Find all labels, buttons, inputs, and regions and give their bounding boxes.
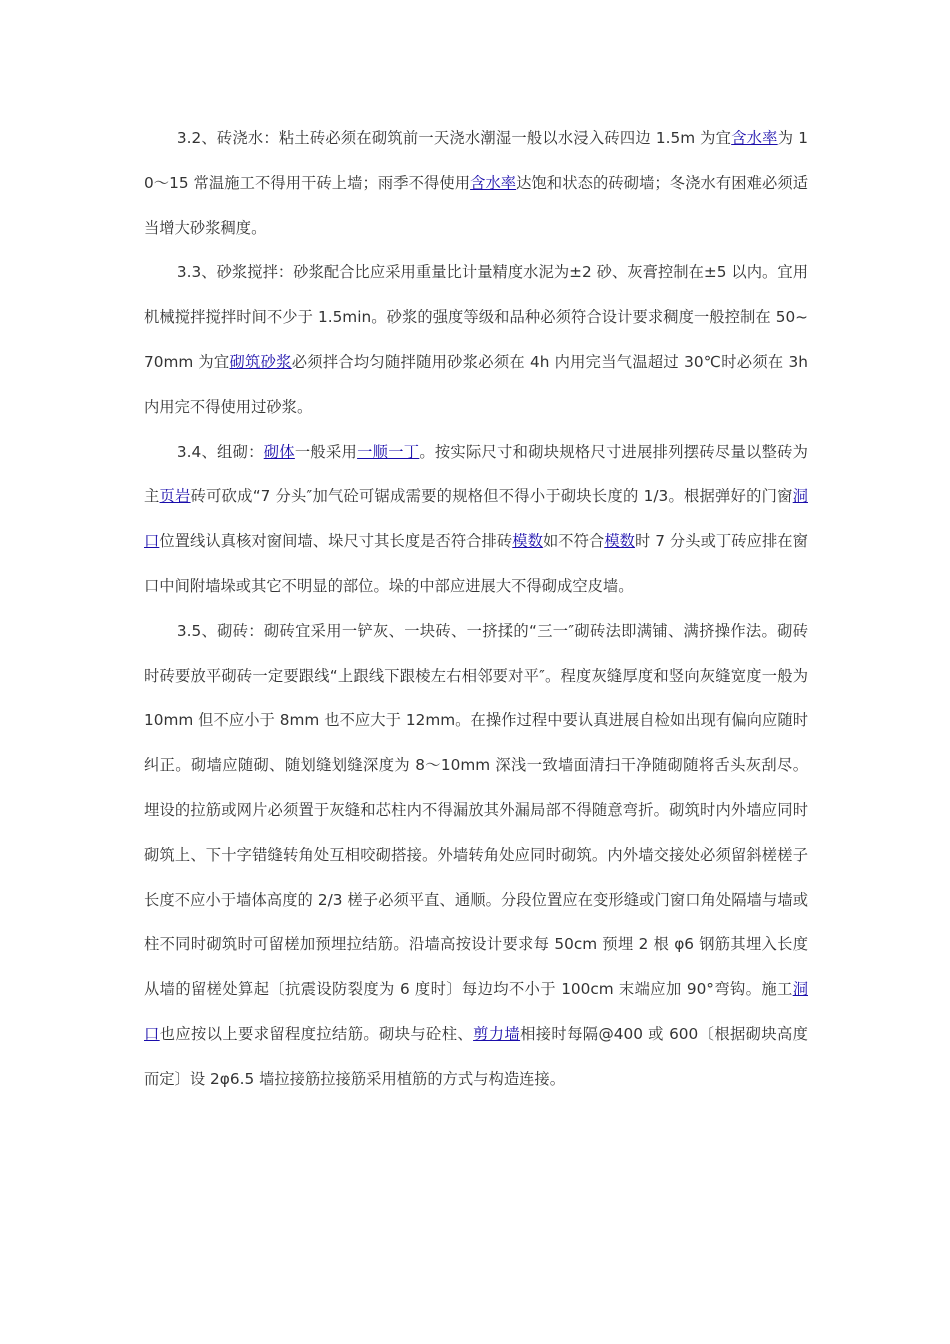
paragraph-3-4 xyxy=(144,430,808,609)
paragraph-text: 砖可砍成“7 分头″加气砼可锯成需要的规格但不得小于砌块长度的 1/3。根据弹好的门窗 xyxy=(190,487,793,506)
paragraph-3-3 xyxy=(144,250,808,429)
document-body xyxy=(144,116,808,1102)
link-masonry-mortar[interactable]: 砌筑砂浆 xyxy=(229,352,292,371)
link-moisture-content[interactable]: 含水率 xyxy=(731,129,778,147)
link-shear-wall[interactable]: 剪力墙 xyxy=(473,1024,521,1043)
paragraph-text: 必须拌合均匀随拌随用砂浆必须在 4h 内用完当气温超过 30℃时必须在 3h 内用完不得使用过砂浆。 xyxy=(144,352,808,416)
paragraph-text: 位置线认真核对窗间墙、垛尺寸其长度是否符合排砖 xyxy=(159,532,513,551)
paragraph-text: 3.5、砌砖：砌砖宜采用一铲灰、一块砖、一挤揉的“三一″砌砖法即满铺、满挤操作法。砌砖时砖要放平砌砖一定要跟线“上跟线下跟棱左右相邻要对平″。程度灰缝厚度和竖向灰缝宽度一般为 10mm 但不应小于 8mm 也不应大于 12mm。在操作过程中要认真进展自检如出现有偏向应随时纠正。砌墙应随砌、随划缝划缝深度为 8～10mm 深浅一致墙面清扫干净随砌随将舌头灰刮尽。埋设的拉筋或网片必须置于灰缝和芯柱内不得漏放其外漏局部不得随意弯折。砌筑时内外墙应同时砌筑上、下十字错缝转角处互相咬砌搭接。外墙转角处应同时砌筑。内外墙交接处必须留斜槎槎子长度不应小于墙体高度的 2/3 槎子必须平直、通顺。分段位置应在变形缝或门窗口角处隔墙与墙或柱不同时砌筑时可留槎加预埋拉结筋。沿墙高按设计要求每 50cm 预埋 2 根 φ6 钢筋其埋入长度从墙的留槎处算起〔抗震设防裂度为 6 度时〕每边均不小于 100cm 末端应加 90°弯钩。施工 xyxy=(144,621,808,999)
link-modulus[interactable]: 模数 xyxy=(604,532,635,551)
paragraph-3-2 xyxy=(144,116,808,250)
paragraph-text: 达饱和状态的砖砌墙；冬浇水有困难必须适当增大砂浆稠度。 xyxy=(144,173,808,237)
paragraph-text: 也应按以上要求留程度拉结筋。砌块与砼柱、 xyxy=(159,1024,474,1043)
paragraph-text: 如不符合 xyxy=(542,532,605,551)
link-masonry[interactable]: 砌体 xyxy=(263,442,295,461)
paragraph-text: 为 10～15 常温施工不得用干砖上墙；雨季不得使用 xyxy=(144,129,808,192)
link-english-bond[interactable]: 一顺一丁 xyxy=(357,442,420,461)
link-shale[interactable]: 页岩 xyxy=(159,487,191,506)
link-opening[interactable]: 洞口 xyxy=(144,487,808,551)
paragraph-3-5 xyxy=(144,609,808,1102)
paragraph-text: 。按实际尺寸和砌块规格尺寸进展排列摆砖尽量以整砖为主 xyxy=(144,442,808,506)
paragraph-text: 3.2、砖浇水：粘土砖必须在砌筑前一天浇水潮湿一般以水浸入砖四边 1.5m 为宜 xyxy=(176,129,732,147)
paragraph-text: 相接时每隔@400 或 600〔根据砌块高度而定〕设 2φ6.5 墙拉接筋拉接筋采用植筋的方式与构造连接。 xyxy=(144,1024,808,1088)
link-modulus[interactable]: 模数 xyxy=(512,532,543,551)
paragraph-text: 一般采用 xyxy=(294,442,358,461)
paragraph-text: 时 7 分头或丁砖应排在窗口中间附墙垛或其它不明显的部位。垛的中部应进展大不得砌成空皮墙。 xyxy=(144,532,808,595)
link-opening[interactable]: 洞口 xyxy=(144,980,808,1043)
link-moisture-content[interactable]: 含水率 xyxy=(470,173,517,192)
paragraph-text: 3.4、组砌： xyxy=(176,442,264,461)
paragraph-text: 3.3、砂浆搅拌：砂浆配合比应采用重量比计量精度水泥为±2 砂、灰膏控制在±5 以内。宜用机械搅拌搅拌时间不少于 1.5min。砂浆的强度等级和品种必须符合设计要求稠度一般控制在 50~70mm 为宜 xyxy=(144,263,808,371)
